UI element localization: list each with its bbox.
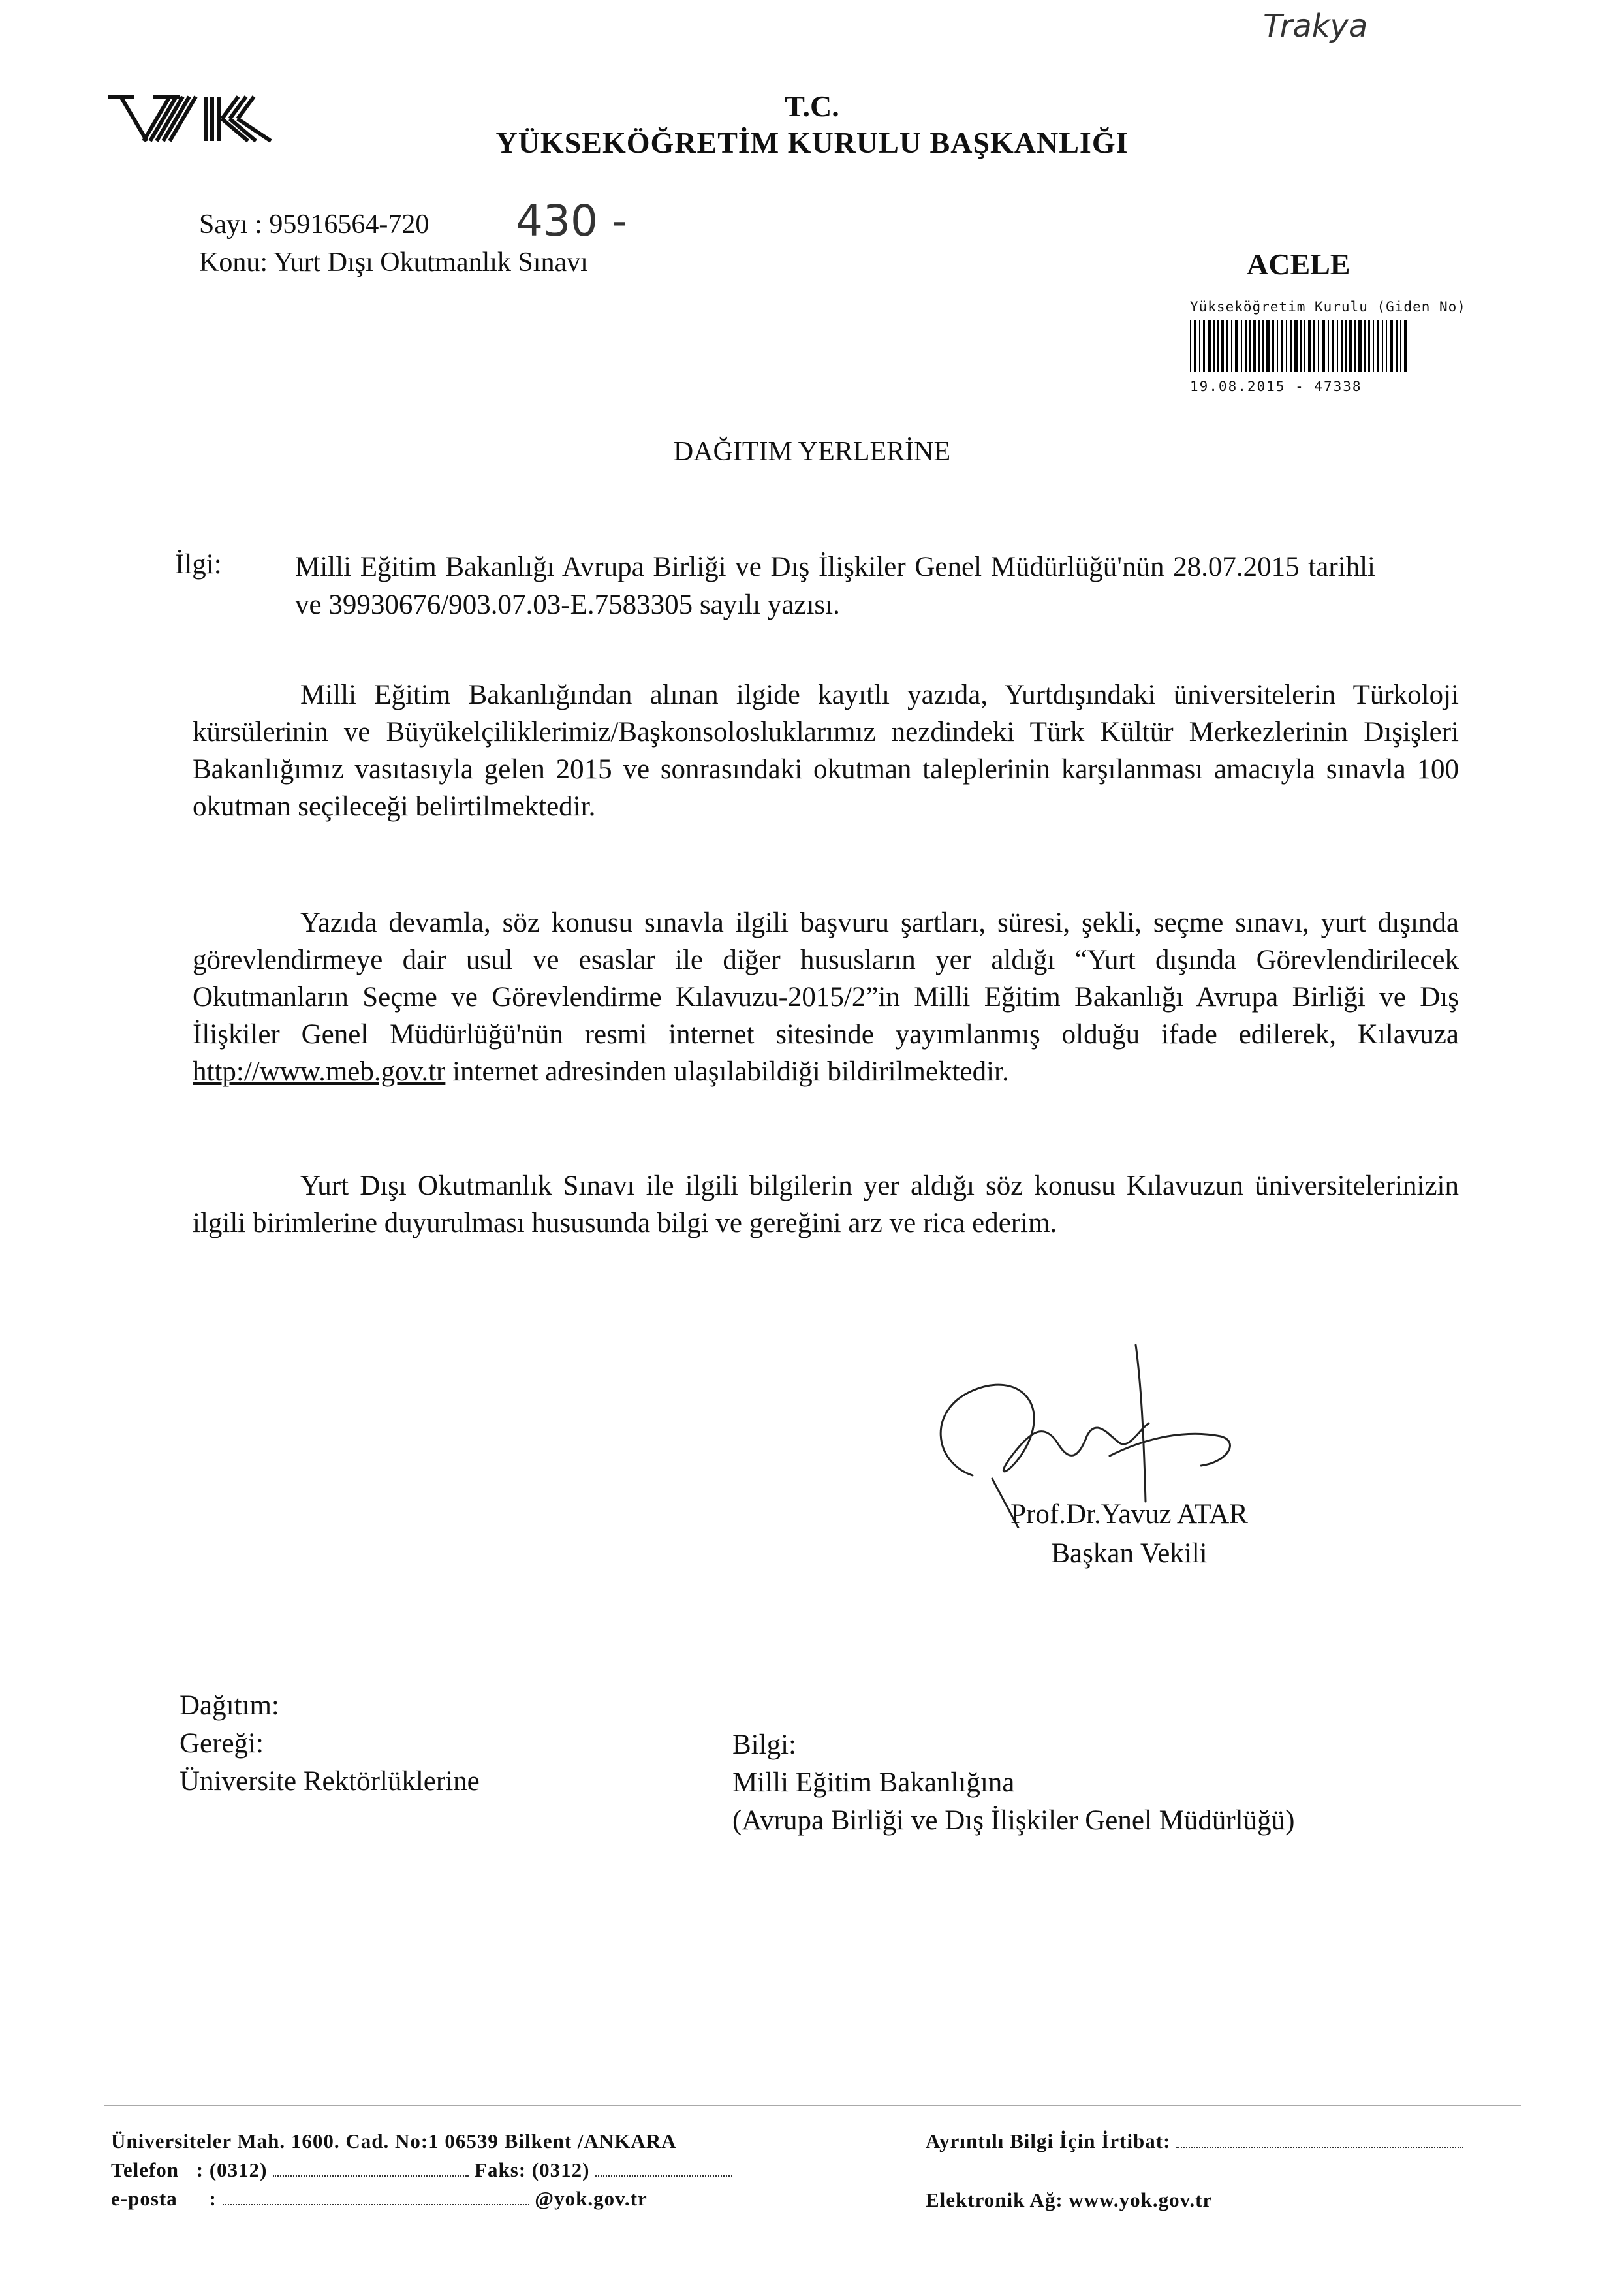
barcode-bar bbox=[1262, 320, 1264, 372]
footer-divider bbox=[104, 2105, 1521, 2106]
footer-contact-row bbox=[926, 2130, 1463, 2153]
barcode-bar bbox=[1290, 320, 1292, 372]
barcode-bar bbox=[1281, 320, 1283, 372]
barcode-bar bbox=[1328, 320, 1329, 372]
body-paragraph-2 bbox=[193, 904, 1459, 1090]
barcode-bar bbox=[1258, 320, 1260, 372]
barcode-bar bbox=[1404, 320, 1407, 372]
barcode-block bbox=[1190, 299, 1546, 394]
reference-label: İlgi: bbox=[175, 549, 222, 580]
handwritten-number: 430 - bbox=[516, 196, 627, 246]
barcode-bar bbox=[1272, 320, 1274, 372]
barcode-bar bbox=[1322, 320, 1325, 372]
barcode-bar bbox=[1304, 320, 1305, 372]
distribution-heading: Dağıtım: bbox=[180, 1690, 279, 1721]
barcode-bar bbox=[1235, 320, 1238, 372]
barcode-bar bbox=[1373, 320, 1374, 372]
header-institution: YÜKSEKÖĞRETİM KURULU BAŞKANLIĞI bbox=[495, 126, 1129, 159]
barcode-bar bbox=[1364, 320, 1366, 372]
footer-fax-dots bbox=[595, 2162, 732, 2177]
barcode-bar bbox=[1386, 320, 1387, 372]
urgency-label: ACELE bbox=[1247, 247, 1351, 281]
footer-address: Üniversiteler Mah. 1600. Cad. No:1 06539 Bilkent /ANKARA bbox=[111, 2130, 677, 2152]
barcode-bar bbox=[1208, 320, 1211, 372]
footer-fax-label: Faks: (0312) bbox=[475, 2158, 590, 2181]
document-number: Sayı : 95916564-720 bbox=[199, 210, 429, 240]
reference-text: Milli Eğitim Bakanlığı Avrupa Birliği ve Dış İlişkiler Genel Müdürlüğü'nün 28.07.2015 tarihli ve 39930676/903.07.03-E.7583305 sayılı yazısı. bbox=[295, 552, 1375, 620]
info-target: Milli Eğitim Bakanlığına bbox=[732, 1767, 1015, 1798]
barcode-bar bbox=[1300, 320, 1302, 372]
barcode-title: Yükseköğretim Kurulu (Giden No) bbox=[1190, 299, 1466, 315]
barcode-bar bbox=[1396, 320, 1398, 372]
barcode-bar bbox=[1337, 320, 1338, 372]
barcode-bar bbox=[1349, 320, 1352, 372]
footer-email-sep: : bbox=[209, 2187, 217, 2210]
body-paragraph-2-start: Yazıda devamla, söz konusu sınavla ilgili başvuru şartları, süresi, şekli, seçme sınavı, yurt dışında görevlendirmeye dair usul ve esaslar ile diğer hususların yer aldığı “Yurt dışında Görevlendirilecek Okutmanların Seçme ve Görevlendirme Kılavuzu-2015/2”in Milli Eğitim Bakanlığı Avrupa Birliği ve Dış İlişkiler Genel Müdürlüğü'nün resmi internet sitesinde yayımlanmış olduğu ifade edilerek, Kılavuza bbox=[193, 907, 1459, 1050]
body-paragraph-1: Milli Eğitim Bakanlığından alınan ilgide kayıtlı yazıda, Yurtdışındaki üniversitelerin Türkoloji kürsülerinin ve Büyükelçiliklerimiz/Başkonsolosluklarımız nezdindeki Türk Kültür Merkezlerinin Dışişleri Bakanlığımız vasıtasıyla gelen 2015 ve sonrasındaki okutman taleplerinin karşılanması amacıyla sınavla 100 okutman seçileceği belirtilmektedir. bbox=[193, 680, 1459, 822]
barcode-bar bbox=[1382, 320, 1383, 372]
distribution-block bbox=[180, 1687, 480, 1801]
barcode-bar bbox=[1253, 320, 1256, 372]
barcode-bar bbox=[1341, 320, 1343, 372]
info-detail: (Avrupa Birliği ve Dış İlişkiler Genel Müdürlüğü) bbox=[732, 1805, 1295, 1836]
barcode-bar bbox=[1400, 320, 1401, 372]
info-label: Bilgi: bbox=[732, 1729, 796, 1760]
barcode-bar bbox=[1213, 320, 1215, 372]
barcode-bar bbox=[1199, 320, 1200, 372]
handwritten-note: Trakya bbox=[1263, 8, 1368, 44]
barcode-bar bbox=[1313, 320, 1315, 372]
footer-phone-row bbox=[111, 2158, 732, 2182]
header-tc: T.C. bbox=[785, 89, 839, 123]
barcode-bar bbox=[1217, 320, 1219, 372]
barcode-bar bbox=[1245, 320, 1247, 372]
body-paragraph-2-end: internet adresinden ulaşılabildiği bildirilmektedir. bbox=[445, 1056, 1009, 1087]
footer-network[interactable]: Elektronik Ağ: www.yok.gov.tr bbox=[926, 2188, 1213, 2211]
barcode-bar bbox=[1194, 320, 1196, 372]
signer-title: Başkan Vekili bbox=[1051, 1538, 1208, 1569]
footer-email-domain[interactable]: @yok.gov.tr bbox=[535, 2187, 648, 2210]
footer-email-label: e-posta bbox=[111, 2187, 178, 2210]
footer-phone-dots bbox=[273, 2162, 469, 2177]
barcode-bar bbox=[1318, 320, 1319, 372]
meb-website-link[interactable]: http://www.meb.gov.tr bbox=[193, 1056, 446, 1087]
barcode-bar bbox=[1266, 320, 1270, 372]
signer-block bbox=[933, 1495, 1325, 1573]
footer-contact-dots bbox=[1176, 2134, 1463, 2148]
distribution-action-target: Üniversite Rektörlüklerine bbox=[180, 1766, 480, 1797]
barcode-bar bbox=[1332, 320, 1334, 372]
barcode-bar bbox=[1354, 320, 1356, 372]
footer-phone-label: Telefon bbox=[111, 2158, 180, 2181]
barcode-bar bbox=[1390, 320, 1393, 372]
barcode-bar bbox=[1241, 320, 1242, 372]
barcode-bar bbox=[1358, 320, 1362, 372]
barcode-bar bbox=[1294, 320, 1298, 372]
distribution-action-label: Gereği: bbox=[180, 1728, 264, 1759]
footer-phone-code: : (0312) bbox=[196, 2158, 268, 2181]
barcode bbox=[1190, 320, 1428, 372]
barcode-bar bbox=[1203, 320, 1205, 372]
barcode-number: 19.08.2015 - 47338 bbox=[1190, 379, 1362, 394]
signer-name: Prof.Dr.Yavuz ATAR bbox=[1010, 1499, 1248, 1530]
barcode-bar bbox=[1345, 320, 1347, 372]
barcode-bar bbox=[1368, 320, 1370, 372]
info-block bbox=[732, 1726, 1294, 1840]
footer-contact-label: Ayrıntılı Bilgi İçin İrtibat: bbox=[926, 2130, 1171, 2152]
footer-email-row bbox=[111, 2187, 648, 2211]
barcode-bar bbox=[1377, 320, 1379, 372]
barcode-bar bbox=[1231, 320, 1232, 372]
recipient-heading: DAĞITIM YERLERİNE bbox=[673, 437, 951, 467]
footer-email-dots bbox=[223, 2191, 529, 2205]
barcode-bar bbox=[1286, 320, 1287, 372]
barcode-bar bbox=[1308, 320, 1311, 372]
barcode-bar bbox=[1221, 320, 1224, 372]
barcode-bar bbox=[1226, 320, 1228, 372]
document-subject: Konu: Yurt Dışı Okutmanlık Sınavı bbox=[199, 247, 588, 277]
barcode-bar bbox=[1249, 320, 1251, 372]
body-paragraph-3: Yurt Dışı Okutmanlık Sınavı ile ilgili bilgilerin yer aldığı söz konusu Kılavuzun üniversitelerinizin ilgili birimlerine duyurulması hususunda bilgi ve gereğini arz ve rica ederim. bbox=[193, 1171, 1459, 1238]
barcode-bar bbox=[1277, 320, 1278, 372]
barcode-bar bbox=[1190, 320, 1191, 372]
